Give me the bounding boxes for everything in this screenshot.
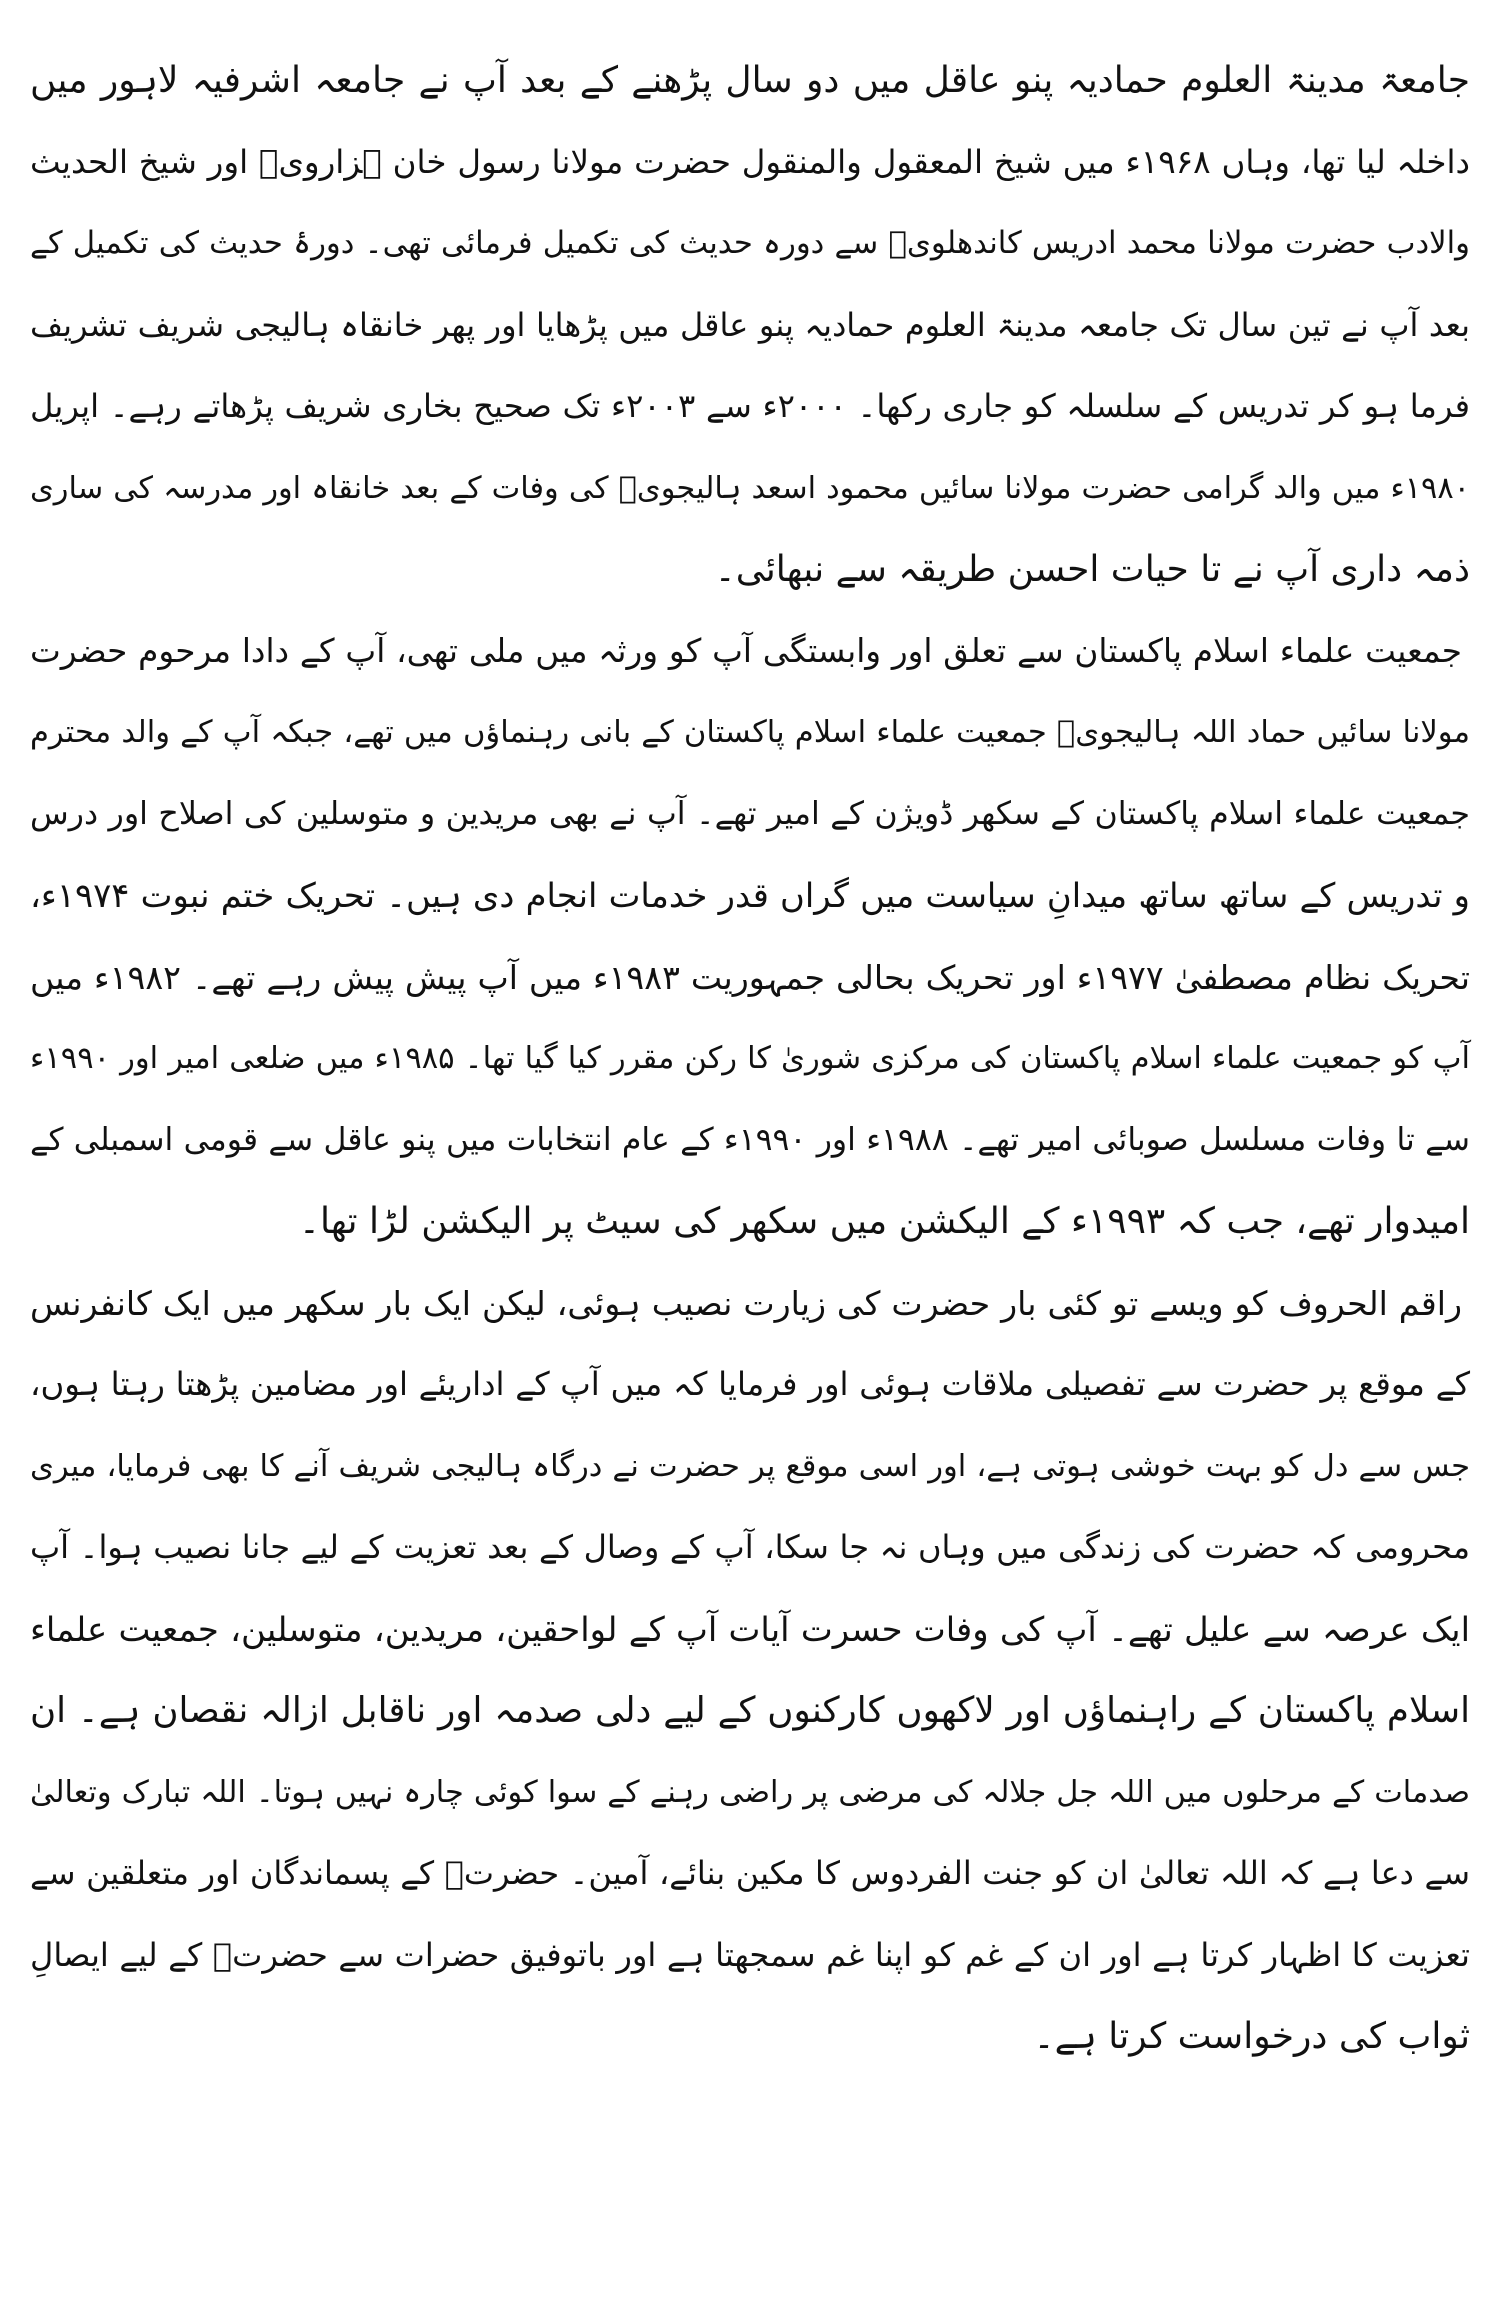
text-line: محرومی کہ حضرت کی زندگی میں وہاں نہ جا سکا، آپ کے وصال کے بعد تعزیت کے لیے جانا نصیب ہوا۔ آپ bbox=[30, 1528, 1470, 1566]
text-line: تحریک نظام مصطفیٰ ۱۹۷۷ء اور تحریک بحالی جمہوریت ۱۹۸۳ء میں آپ پیش پیش رہے تھے۔ ۱۹۸۲ء میں bbox=[30, 957, 1470, 997]
text-line: ثواب کی درخواست کرتا ہے۔ bbox=[1033, 2016, 1470, 2057]
text-line: جمعیت علماء اسلام پاکستان کے سکھر ڈویژن کے امیر تھے۔ آپ نے بھی مریدین و متوسلین کی اصلاح اور درس bbox=[30, 795, 1470, 832]
text-line: و تدریس کے ساتھ ساتھ میدانِ سیاست میں گراں قدر خدمات انجام دی ہیں۔ تحریک ختم نبوت ۱۹۷۴ء، bbox=[30, 876, 1470, 915]
text-line: جامعۃ مدینۃ العلوم حمادیہ پنو عاقل میں دو سال پڑھنے کے بعد آپ نے جامعہ اشرفیہ لاہور میں bbox=[30, 60, 1470, 101]
text-line: مولانا سائیں حماد اللہ ہالیجویؒ جمعیت علماء اسلام پاکستان کے بانی رہنماؤں میں تھے، جبکہ آپ کے والد محترم bbox=[30, 715, 1470, 750]
text-line: بعد آپ نے تین سال تک جامعہ مدینۃ العلوم حمادیہ پنو عاقل میں پڑھایا اور پھر خانقاہ ہالیجی شریف تشریف bbox=[30, 305, 1470, 344]
text-line: جس سے دل کو بہت خوشی ہوتی ہے، اور اسی موقع پر حضرت نے درگاہ ہالیجی شریف آنے کا بھی فرمایا، میری bbox=[30, 1448, 1470, 1484]
text-line: جمعیت علماء اسلام پاکستان سے تعلق اور وابستگی آپ کو ورثہ میں ملی تھی، آپ کے دادا مرحوم حضرت bbox=[30, 631, 1462, 670]
paragraph bbox=[30, 611, 1470, 1263]
text-line: ایک عرصہ سے علیل تھے۔ آپ کی وفات حسرت آیات آپ کے لواحقین، مریدین، متوسلین، جمعیت علماء bbox=[30, 1609, 1470, 1649]
text-line: کے موقع پر حضرت سے تفصیلی ملاقات ہوئی اور فرمایا کہ میں آپ کے اداریئے اور مضامین پڑھتا رہتا ہوں، bbox=[30, 1365, 1470, 1403]
text-line: راقم الحروف کو ویسے تو کئی بار حضرت کی زیارت نصیب ہوئی، لیکن ایک بار سکھر میں ایک کانفرنس bbox=[30, 1283, 1462, 1323]
text-line: تعزیت کا اظہار کرتا ہے اور ان کے غم کو اپنا غم سمجھتا ہے اور باتوفیق حضرات سے حضرتؒ کے لیے ایصالِ bbox=[30, 1935, 1470, 1974]
text-line: سے دعا ہے کہ اللہ تعالیٰ ان کو جنت الفردوس کا مکین بنائے، آمین۔ حضرتؒ کے پسماندگان اور متعلقین سے bbox=[30, 1854, 1470, 1892]
text-line: آپ کو جمعیت علماء اسلام پاکستان کی مرکزی شوریٰ کا رکن مقرر کیا گیا تھا۔ ۱۹۸۵ء میں ضلعی امیر اور ۱۹۹۰ء bbox=[30, 1041, 1471, 1076]
text-line: امیدوار تھے، جب کہ ۱۹۹۳ء کے الیکشن میں سکھر کی سیٹ پر الیکشن لڑا تھا۔ bbox=[298, 1201, 1470, 1242]
text-line: فرما ہو کر تدریس کے سلسلہ کو جاری رکھا۔ ۲۰۰۰ء سے ۲۰۰۳ء تک صحیح بخاری شریف پڑھاتے رہے۔ اپریل bbox=[30, 387, 1471, 425]
text-line: داخلہ لیا تھا، وہاں ۱۹۶۸ء میں شیخ المعقول والمنقول حضرت مولانا رسول خان ہزارویؒ اور شیخ الحدیث bbox=[30, 142, 1470, 181]
text-line: ۱۹۸۰ء میں والد گرامی حضرت مولانا سائیں محمود اسعد ہالیجویؒ کی وفات کے بعد خانقاہ اور مدرسہ کی ساری bbox=[30, 470, 1470, 506]
text-line: ذمہ داری آپ نے تا حیات احسن طریقہ سے نبھائی۔ bbox=[714, 549, 1470, 590]
text-line: سے تا وفات مسلسل صوبائی امیر تھے۔ ۱۹۸۸ء اور ۱۹۹۰ء کے عام انتخابات میں پنو عاقل سے قومی اسمبلی کے bbox=[30, 1121, 1470, 1158]
text-line: والادب حضرت مولانا محمد ادریس کاندھلویؒ سے دورہ حدیث کی تکمیل فرمائی تھی۔ دورۂ حدیث کی تکمیل کے bbox=[30, 226, 1470, 261]
article-body bbox=[30, 40, 1470, 2270]
text-line: اسلام پاکستان کے راہنماؤں اور لاکھوں کارکنوں کے لیے دلی صدمہ اور ناقابل ازالہ نقصان ہے۔ ان bbox=[30, 1690, 1470, 1731]
text-line: صدمات کے مرحلوں میں اللہ جل جلالہ کی مرضی پر راضی رہنے کے سوا کوئی چارہ نہیں ہوتا۔ اللہ تبارک وتعالیٰ bbox=[30, 1774, 1470, 1810]
paragraph bbox=[30, 40, 1470, 611]
paragraph bbox=[30, 1263, 1470, 2078]
